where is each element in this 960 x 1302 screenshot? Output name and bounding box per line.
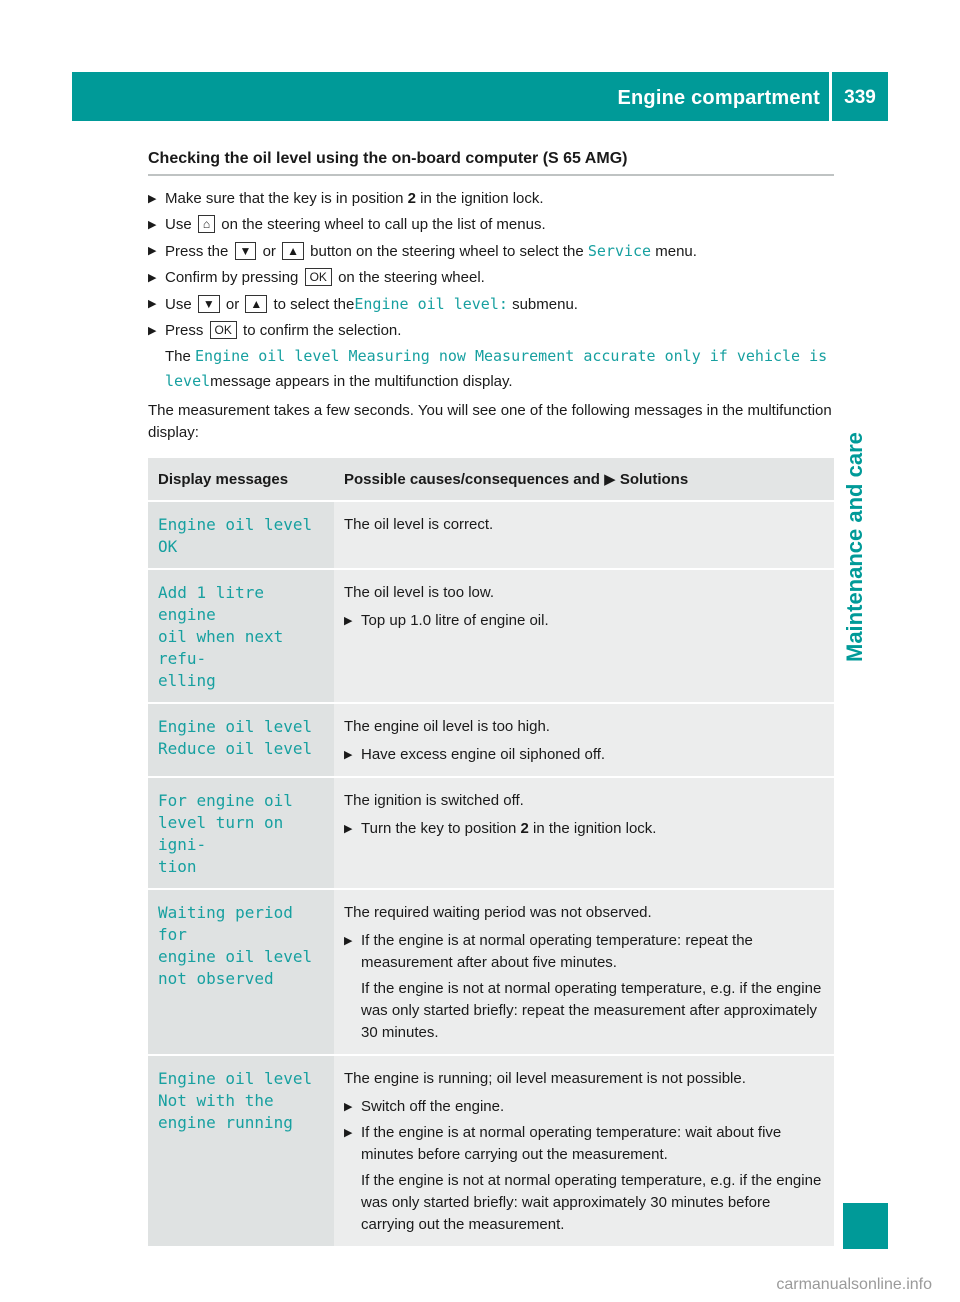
arrow-right-icon: ▶ [344, 749, 353, 761]
solution-step: ▶ Switch off the engine. [344, 1096, 826, 1118]
up-button-icon: ▲ [245, 295, 267, 313]
display-message: Engine oil level OK [158, 515, 313, 556]
solution-note: If the engine is not at normal operating temperature, e.g. if the engine was only started briefly: wait approximately 30 minutes before carrying out the measurement. [361, 1172, 822, 1233]
display-message: Engine oil level Not with the engine running [158, 1069, 313, 1132]
cause-text: The oil level is correct. [344, 516, 494, 533]
page-number: 339 [844, 87, 876, 108]
cause-text: The engine oil level is too high. [344, 718, 550, 735]
display-message: Waiting period for engine oil level not observed [158, 903, 313, 988]
side-tab-marker [843, 1203, 888, 1249]
table-row [148, 569, 834, 703]
arrow-right-icon: ▶ [148, 219, 157, 231]
arrow-right-icon: ▶ [344, 823, 353, 835]
solution-step: ▶ Top up 1.0 litre of engine oil. [344, 610, 826, 632]
down-button-icon: ▼ [198, 295, 220, 313]
cause-text: The oil level is too low. [344, 584, 495, 601]
arrow-right-icon: ▶ [344, 1127, 353, 1139]
solution-note: If the engine is not at normal operating temperature, e.g. if the engine was only started briefly: repeat the measurement after approximately 30 minutes. [361, 980, 822, 1041]
table-row [148, 1055, 834, 1246]
arrow-right-icon: ▶ [148, 325, 157, 337]
side-tab-label: Maintenance and care [842, 432, 867, 662]
display-text-service: Service [587, 242, 652, 260]
solution-step: ▶ Turn the key to position 2 in the ignition lock. [344, 818, 826, 840]
solution-step: ▶ If the engine is at normal operating temperature: wait about five minutes before carrying out the measurement. [344, 1124, 782, 1163]
step-5: ▶ Use ▼ or ▲ to select theEngine oil level: submenu. [148, 291, 834, 318]
cause-text: The engine is running; oil level measurement is not possible. [344, 1070, 746, 1087]
down-button-icon: ▼ [235, 242, 257, 260]
intro-paragraph: The measurement takes a few seconds. You will see one of the following messages in the multifunction display: [148, 402, 832, 441]
solution-step: ▶ If the engine is at normal operating temperature: repeat the measurement after about five minutes. [344, 932, 753, 971]
arrow-right-icon: ▶ [344, 1101, 353, 1113]
arrow-right-icon: ▶ [148, 245, 157, 257]
main-content [148, 150, 834, 1246]
messages-table [148, 458, 834, 1246]
step-6: ▶ Press OK to confirm the selection. The Engine oil level Measuring now Measurement accurate only if vehicle is levelmessage appears in the multifunction display. [148, 318, 834, 394]
ok-button-icon: OK [210, 321, 237, 339]
step-2: ▶ Use ⌂ on the steering wheel to call up the list of menus. [148, 212, 834, 238]
watermark: carmanualsonline.info [776, 1276, 932, 1293]
steps-list [148, 186, 834, 394]
step-6-result: The Engine oil level Measuring now Measurement accurate only if vehicle is levelmessage appears in the multifunction display. [165, 347, 828, 390]
arrow-right-icon: ▶ [604, 471, 616, 488]
page-header [72, 72, 888, 121]
home-button-icon: ⌂ [198, 215, 215, 233]
step-4: ▶ Confirm by pressing OK on the steering wheel. [148, 265, 834, 291]
display-text-engine-oil-level: Engine oil level: [354, 295, 508, 313]
arrow-right-icon: ▶ [344, 935, 353, 947]
solution-step: ▶ Have excess engine oil siphoned off. [344, 744, 826, 766]
table-header-row [148, 458, 834, 501]
arrow-right-icon: ▶ [344, 615, 353, 627]
display-message: For engine oil level turn on igni‐ tion [158, 791, 293, 876]
display-text-level: level [165, 372, 211, 390]
cause-text: The ignition is switched off. [344, 792, 524, 809]
header-display-messages: Display messages [148, 458, 334, 501]
display-message: Engine oil level Reduce oil level [158, 717, 313, 758]
header-causes-solutions: Possible causes/consequences and ▶ Solutions [334, 458, 834, 501]
chapter-title: Engine compartment [617, 87, 820, 109]
arrow-right-icon: ▶ [148, 298, 157, 310]
section-title: Checking the oil level using the on-board computer (S 65 AMG) [148, 150, 834, 176]
up-button-icon: ▲ [282, 242, 304, 260]
table-row [148, 703, 834, 777]
table-row [148, 777, 834, 889]
step-1: ▶ Make sure that the key is in position 2 in the ignition lock. [148, 186, 834, 212]
cause-text: The required waiting period was not observed. [344, 904, 652, 921]
display-message: Add 1 litre engine oil when next refu‐ elling [158, 583, 284, 690]
table-row [148, 501, 834, 569]
ok-button-icon: OK [305, 268, 332, 286]
table-row [148, 889, 834, 1055]
step-3: ▶ Press the ▼ or ▲ button on the steering wheel to select the Service menu. [148, 238, 834, 265]
display-text-measuring: Engine oil level Measuring now Measurement accurate only if vehicle is [195, 347, 828, 365]
arrow-right-icon: ▶ [148, 272, 157, 284]
arrow-right-icon: ▶ [148, 193, 157, 205]
